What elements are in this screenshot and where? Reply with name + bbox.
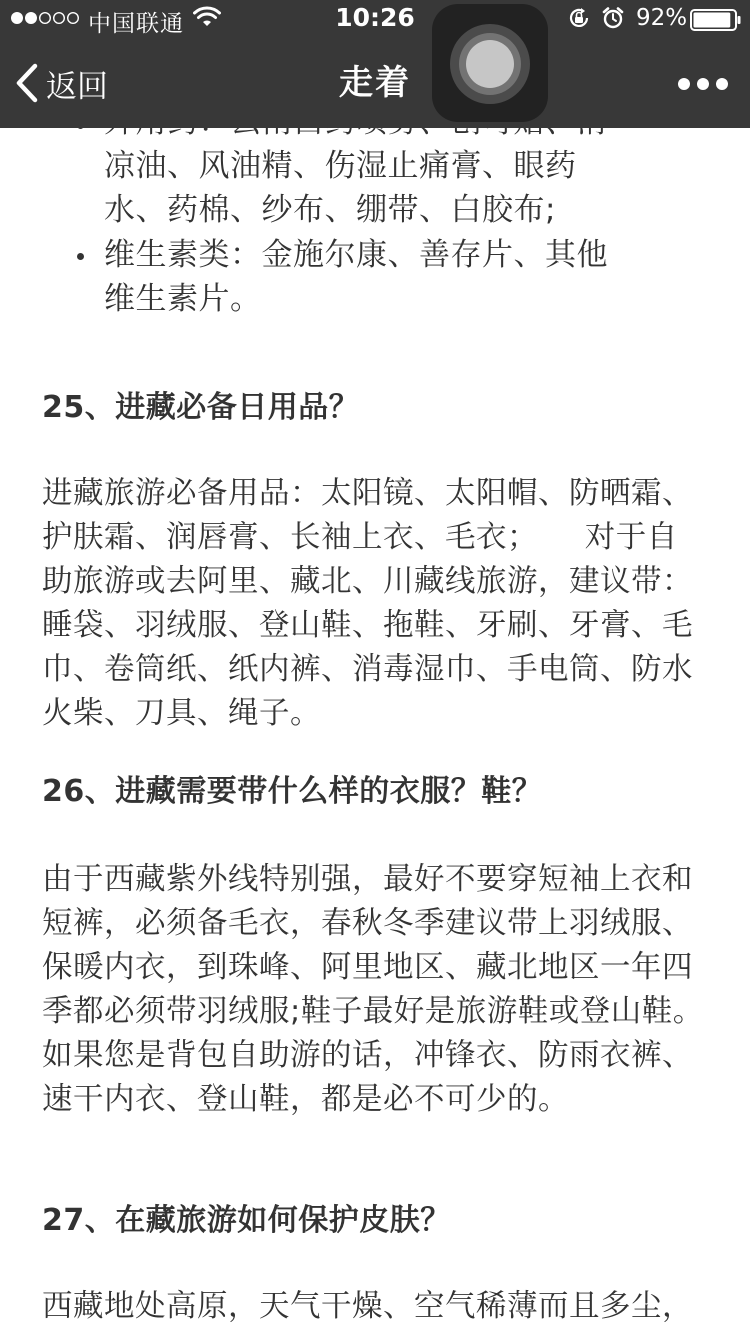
paragraph-line: 进藏旅游必备用品：太阳镜、太阳帽、防晒霜、 [42,476,693,511]
section-heading-27: 27、在藏旅游如何保护皮肤？ [42,1203,451,1238]
paragraph-line: 助旅游或去阿里、藏北、川藏线旅游，建议带： [42,564,693,599]
more-dots-icon [716,78,728,90]
bullet-item-vitamins [104,233,624,321]
paragraph-line: 火柴、刀具、绳子。 [42,696,321,731]
paragraph-line: 由于西藏紫外线特别强，最好不要穿短袖上衣和 [42,862,693,897]
bullet-line: 维生素片。 [104,281,262,317]
section-paragraph-25 [42,472,710,736]
battery-icon [690,9,742,31]
bullet-line: 水、药棉、纱布、绷带、白胶布; [104,192,556,228]
status-time: 10:26 [335,3,415,32]
paragraph-line: 季都必须带羽绒服;鞋子最好是旅游鞋或登山鞋。 [42,994,704,1029]
section-paragraph-26 [42,858,710,1122]
section-heading-25: 25、进藏必备日用品？ [42,390,360,425]
paragraph-line: 保暖内衣，到珠峰、阿里地区、藏北地区一年四 [42,950,693,985]
back-button-label: 返回 [46,68,108,105]
status-bar [0,0,750,40]
orientation-lock-icon [567,6,591,30]
top-bar [0,0,750,128]
alarm-icon [601,6,625,30]
paragraph-line: 巾、卷筒纸、纸内裤、消毒湿巾、手电筒、防水 [42,652,693,687]
paragraph-line: 短裤，必须备毛衣，春秋冬季建议带上羽绒服、 [42,906,693,941]
chevron-left-icon [14,62,40,104]
more-button[interactable] [672,70,728,96]
paragraph-line: 西藏地处高原，天气干燥、空气稀薄而且多尘， [42,1289,693,1324]
assistive-touch-icon [466,40,514,88]
bullet-line: 维生素类：金施尔康、善存片、其他 [104,237,608,273]
carrier-name: 中国联通 [88,11,184,37]
battery-percentage: 92% [636,5,688,31]
back-button[interactable] [14,60,108,106]
page-title: 走着 [339,63,411,103]
assistive-touch-button[interactable] [432,4,548,122]
bullet-dot [77,253,84,260]
paragraph-line: 如果您是背包自助游的话，冲锋衣、防雨衣裤、 [42,1038,693,1073]
more-dots-icon [678,78,690,90]
paragraph-line: 速干内衣、登山鞋，都是必不可少的。 [42,1082,569,1117]
section-paragraph-27 [42,1285,710,1329]
nav-bar [0,40,750,128]
more-dots-icon [697,78,709,90]
paragraph-line: 睡袋、羽绒服、登山鞋、拖鞋、牙刷、牙膏、毛 [42,608,693,643]
bullet-line: 凉油、风油精、伤湿止痛膏、眼药 [104,148,577,184]
paragraph-line: 护肤霜、润唇膏、长袖上衣、毛衣； 对于自 [42,520,678,555]
section-heading-26: 26、进藏需要带什么样的衣服？鞋？ [42,774,543,809]
